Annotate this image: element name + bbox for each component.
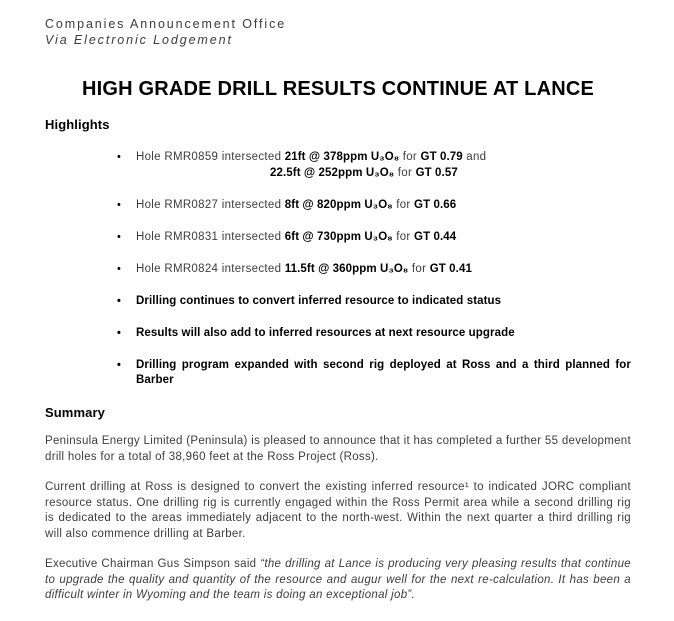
drill-result-value: 8ft @ 820ppm U₃O₈ <box>284 198 393 211</box>
bullet-hole-rmr0827 <box>115 198 631 214</box>
drill-result-value: 6ft @ 730ppm U₃O₈ <box>284 230 393 243</box>
bullet-text: Hole RMR0859 intersected <box>136 151 285 163</box>
grade-thickness-value: GT 0.41 <box>429 262 472 275</box>
bullet-drilling-continues: • Drilling continues to convert inferred resource to indicated status <box>115 294 631 310</box>
bullet-results-add: • Results will also add to inferred resources at next resource upgrade <box>115 326 631 342</box>
drill-result-value: 21ft @ 378ppm U₃O₈ <box>284 151 400 163</box>
bullet-text: for <box>392 230 415 243</box>
highlights-heading: Highlights <box>45 117 110 132</box>
summary-paragraph: Peninsula Energy Limited (Peninsula) is pleased to announce that it has completed a further 55 development drill holes for a total of 38,960 feet at the Ross Project (Ross). <box>45 435 631 463</box>
bullet-hole-rmr0859 <box>115 150 631 181</box>
electronic-lodgement-line: Via Electronic Lodgement <box>45 33 233 47</box>
bullet-text: for <box>394 166 416 179</box>
summary-heading: Summary <box>45 405 105 420</box>
bullet-text: Hole RMR0827 intersected <box>136 198 285 211</box>
drilling-status-paragraph: Current drilling at Ross is designed to convert the existing inferred resource¹ to indicated JORC compliant resource status. One drilling rig is currently engaged within the Ross Permit area while a second drilling rig is dedicated to the areas immediately adjacent to the north-west. Within the next quarter a third drilling rig will also commence drilling at Barber. <box>45 481 631 540</box>
document-header <box>45 16 631 48</box>
bullet-hole-rmr0824 <box>115 262 631 278</box>
bullet-text: for <box>392 198 415 211</box>
bullet-text: Hole RMR0824 intersected <box>136 262 285 275</box>
bullet-text: for <box>399 151 421 163</box>
bullet-second-line <box>136 166 631 182</box>
highlights-list <box>115 150 631 389</box>
bullet-program-expanded: • Drilling program expanded with second rig deployed at Ross and a third planned for Barber <box>115 358 631 389</box>
drill-result-value: 11.5ft @ 360ppm U₃O₈ <box>284 262 409 275</box>
bullet-hole-rmr0831 <box>115 230 631 246</box>
drill-result-value: 22.5ft @ 252ppm U₃O₈ <box>270 166 395 179</box>
bullet-text: Hole RMR0831 intersected <box>136 230 285 243</box>
document-title: HIGH GRADE DRILL RESULTS CONTINUE AT LANCE <box>81 78 595 100</box>
chairman-quote-text: “the drilling at Lance is producing very pleasing results that continue to upgrade the quality and quantity of the resource and augur well for the next re-calculation. It has been a difficult winter in Wyoming and the team is doing an exceptional job”. <box>45 558 631 601</box>
grade-thickness-value: GT 0.44 <box>414 230 457 243</box>
grade-thickness-value: GT 0.66 <box>414 198 457 211</box>
bullet-text: and <box>462 151 487 163</box>
announcement-office-line: Companies Announcement Office <box>45 17 287 31</box>
chairman-quote-paragraph <box>45 557 631 604</box>
quote-lead-in: Executive Chairman Gus Simpson said <box>45 558 261 570</box>
grade-thickness-value: GT 0.57 <box>415 166 458 179</box>
grade-thickness-value: GT 0.79 <box>420 151 463 163</box>
bullet-text: for <box>408 262 430 275</box>
